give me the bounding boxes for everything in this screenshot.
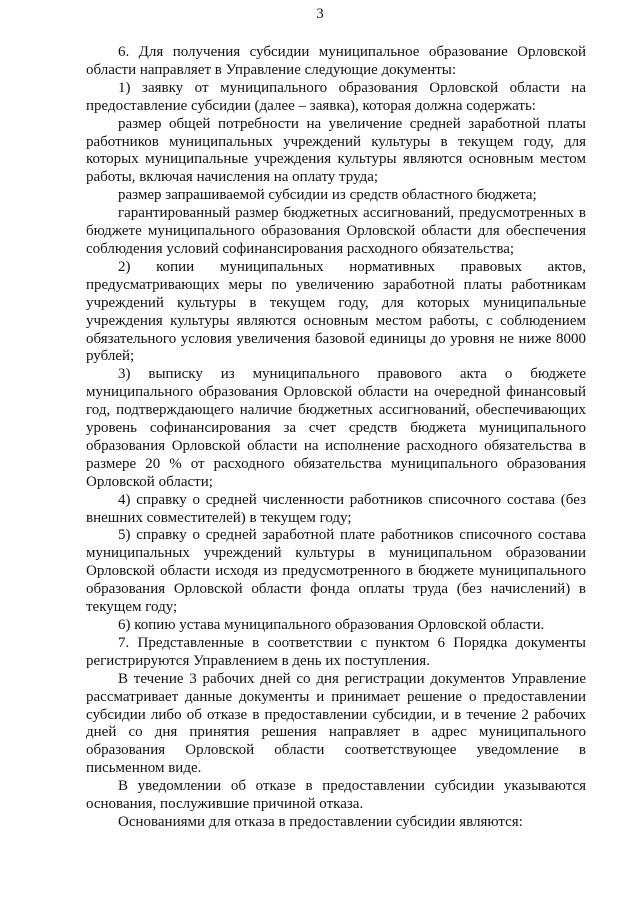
paragraph-subitem-4: 4) справку о средней численности работников списочного состава (без внешних совместителей) в текущем году; xyxy=(86,491,586,526)
document-body xyxy=(86,44,586,832)
paragraph-subitem-5: 5) справку о средней заработной плате работников списочного состава муниципальных учреждений культуры в муниципальном образовании Орловской области исходя из предусмотренного в бюджете муниципального образования Орловской области фонда оплаты труда (без начислений) в текущем году; xyxy=(86,527,586,616)
paragraph-item-7: 7. Представленные в соответствии с пунктом 6 Порядка документы регистрируются Управлением в день их поступления. xyxy=(86,634,586,669)
paragraph-subitem-6: 6) копию устава муниципального образования Орловской области. xyxy=(118,617,545,633)
paragraph-refusal-grounds: Основаниями для отказа в предоставлении субсидии являются: xyxy=(118,813,523,830)
paragraph-requirement-budget: гарантированный размер бюджетных ассигнований, предусмотренных в бюджете муниципального образования Орловской области для обеспечения соблюдения условий софинансирования расходного обязательства; xyxy=(86,205,586,257)
paragraph-refusal-notice: В уведомлении об отказе в предоставлении субсидии указываются основания, послужившие причиной отказа. xyxy=(86,778,586,813)
paragraph-subitem-2: 2) копии муниципальных нормативных правовых актов, предусматривающих меры по увеличению заработной платы работникам учреждений культуры в текущем году, для которых муниципальные учреждения культуры являются основным местом работы, с соблюдением обязательного условия увеличения базовой единицы до уровня не ниже 8000 рублей; xyxy=(86,258,586,365)
paragraph-requirement-need: размер общей потребности на увеличение средней заработной платы работников муниципальных учреждений культуры в текущем году, для которых муниципальные учреждения культуры являются основным местом работы, включая начисления на оплату труда; xyxy=(86,115,586,186)
paragraph-review-period: В течение 3 рабочих дней со дня регистрации документов Управление рассматривает данные документы и принимает решение о предоставлении субсидии либо об отказе в предоставлении субсидии, и в течение 2 рабочих дней со дня принятия решения направляет в адрес муниципального образования Орловской области соответствующее уведомление в письменном виде. xyxy=(86,670,586,777)
paragraph-subitem-1: 1) заявку от муниципального образования Орловской области на предоставление субсидии (далее – заявка), которая должна содержать: xyxy=(86,79,586,114)
paragraph-subitem-3: 3) выписку из муниципального правового акта о бюджете муниципального образования Орловской области на очередной финансовый год, подтверждающего наличие бюджетных ассигнований, обеспечивающих уровень софинансирования за счет средств бюджета муниципального образования Орловской области на исполнение расходного обязательства в размере 20 % от расходного обязательства муниципального образования Орловской области; xyxy=(86,366,586,490)
paragraph-requirement-subsidy: размер запрашиваемой субсидии из средств областного бюджета; xyxy=(118,187,537,204)
paragraph-item-6: 6. Для получения субсидии муниципальное образование Орловской области направляет в Управление следующие документы: xyxy=(86,44,586,78)
page-number: 3 xyxy=(316,6,324,22)
